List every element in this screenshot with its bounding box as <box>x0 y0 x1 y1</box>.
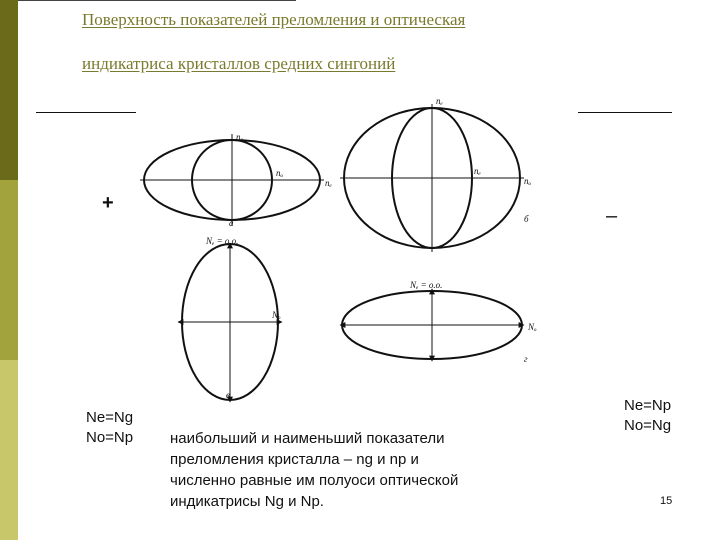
figure-v-caption: в <box>226 390 230 400</box>
equation-ne-np: Ne=Np <box>624 397 672 414</box>
figure-g-label-right: Nₒ <box>528 322 537 332</box>
negative-sign: – <box>606 205 618 227</box>
figure-v-label-right: Nₒ <box>272 310 281 320</box>
equation-ne-ng: Ne=Ng <box>86 409 134 426</box>
description-line-1: наибольший и наименьший показатели <box>170 430 445 447</box>
equation-no-ng: No=Ng <box>624 417 672 434</box>
positive-sign: + <box>102 192 114 214</box>
page-number: 15 <box>660 495 673 507</box>
equation-no-np: No=Np <box>86 429 134 446</box>
description-line-4: индикатрисы Ng и Np. <box>170 493 324 510</box>
figure-g-label-top: Nₑ = o.o. <box>410 280 443 290</box>
slide-title-line-1: Поверхность показателей преломления и оптическая <box>82 10 466 29</box>
description-line-2: преломления кристалла – ng и np и <box>170 451 419 468</box>
slide-title-line-2: индикатриса кристаллов средних сингоний <box>82 54 396 73</box>
figure-a-label-inner: nₒ <box>276 168 284 178</box>
figure-b-label-right: nₒ <box>524 176 532 186</box>
description-text <box>170 428 560 512</box>
positive-crystal-equations <box>86 408 133 448</box>
figure-b-caption: б <box>524 214 529 224</box>
figure-v-label-top: Nₑ = o.o. <box>206 236 239 246</box>
figure-b-label-inner: nₑ <box>474 166 481 176</box>
figure-a-caption: а <box>229 218 234 228</box>
figure-b-label-top: nₑ <box>436 96 443 106</box>
description-line-3: численно равные им полуоси оптической <box>170 472 459 489</box>
figure-a-label-top: nₒ <box>236 132 244 142</box>
negative-crystal-equations <box>624 396 671 436</box>
figure-g-caption: г <box>524 354 528 364</box>
figure-a-label-right: nₑ <box>325 178 332 188</box>
